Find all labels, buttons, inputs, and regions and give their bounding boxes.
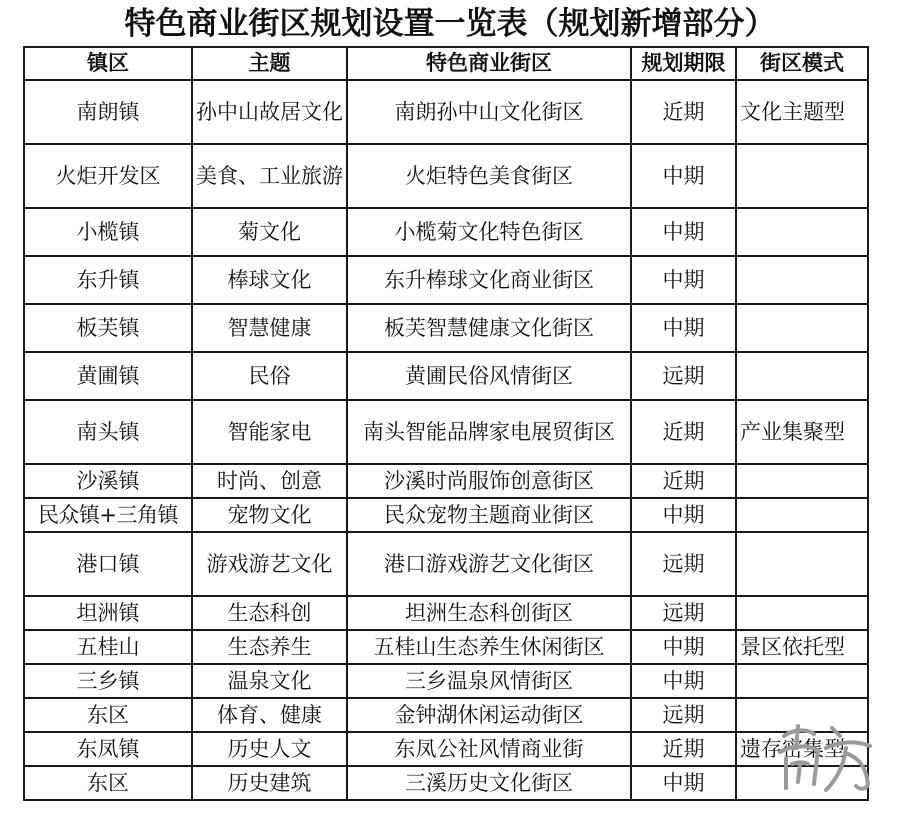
cell-street: 板芙智慧健康文化街区 — [347, 304, 631, 352]
cell-theme: 棒球文化 — [192, 256, 347, 304]
planning-table — [23, 46, 869, 801]
header-row — [24, 47, 868, 80]
cell-mode — [736, 256, 868, 304]
cell-theme: 温泉文化 — [192, 664, 347, 698]
cell-period: 中期 — [631, 664, 736, 698]
cell-period: 远期 — [631, 352, 736, 400]
cell-street: 南头智能品牌家电展贸街区 — [347, 400, 631, 464]
table-row — [24, 596, 868, 630]
cell-mode: 文化主题型 — [736, 80, 868, 144]
cell-mode — [736, 352, 868, 400]
table-row — [24, 732, 868, 766]
cell-town: 沙溪镇 — [24, 464, 192, 498]
cell-mode — [736, 766, 868, 800]
table-row — [24, 80, 868, 144]
cell-theme: 体育、健康 — [192, 698, 347, 732]
cell-mode — [736, 664, 868, 698]
table-row — [24, 144, 868, 208]
header-street: 特色商业街区 — [347, 47, 631, 80]
cell-mode — [736, 498, 868, 532]
cell-mode: 产业集聚型 — [736, 400, 868, 464]
table-row — [24, 464, 868, 498]
cell-town: 五桂山 — [24, 630, 192, 664]
cell-theme: 生态养生 — [192, 630, 347, 664]
cell-street: 五桂山生态养生休闲街区 — [347, 630, 631, 664]
cell-street: 东升棒球文化商业街区 — [347, 256, 631, 304]
cell-town: 民众镇+三角镇 — [24, 498, 192, 532]
table-row — [24, 400, 868, 464]
cell-period: 中期 — [631, 144, 736, 208]
cell-mode — [736, 464, 868, 498]
cell-mode — [736, 698, 868, 732]
cell-street: 三溪历史文化街区 — [347, 766, 631, 800]
cell-period: 近期 — [631, 732, 736, 766]
table-row — [24, 352, 868, 400]
cell-town: 东区 — [24, 766, 192, 800]
cell-period: 中期 — [631, 256, 736, 304]
cell-period: 远期 — [631, 698, 736, 732]
cell-street: 港口游戏游艺文化街区 — [347, 532, 631, 596]
cell-period: 中期 — [631, 766, 736, 800]
cell-mode — [736, 208, 868, 256]
cell-mode: 景区依托型 — [736, 630, 868, 664]
cell-town: 东凤镇 — [24, 732, 192, 766]
cell-theme: 历史人文 — [192, 732, 347, 766]
cell-theme: 美食、工业旅游 — [192, 144, 347, 208]
cell-street: 金钟湖休闲运动街区 — [347, 698, 631, 732]
cell-town: 火炬开发区 — [24, 144, 192, 208]
cell-theme: 宠物文化 — [192, 498, 347, 532]
cell-town: 坦洲镇 — [24, 596, 192, 630]
cell-street: 东凤公社风情商业街 — [347, 732, 631, 766]
table-row — [24, 766, 868, 800]
cell-theme: 时尚、创意 — [192, 464, 347, 498]
cell-theme: 孙中山故居文化 — [192, 80, 347, 144]
cell-town: 小榄镇 — [24, 208, 192, 256]
table-row — [24, 630, 868, 664]
cell-period: 近期 — [631, 400, 736, 464]
cell-town: 东升镇 — [24, 256, 192, 304]
cell-period: 中期 — [631, 498, 736, 532]
cell-mode — [736, 304, 868, 352]
cell-town: 南朗镇 — [24, 80, 192, 144]
cell-street: 民众宠物主题商业街区 — [347, 498, 631, 532]
cell-town: 港口镇 — [24, 532, 192, 596]
cell-mode: 遗存密集型 — [736, 732, 868, 766]
header-mode: 街区模式 — [736, 47, 868, 80]
cell-town: 板芙镇 — [24, 304, 192, 352]
header-theme: 主题 — [192, 47, 347, 80]
cell-period: 中期 — [631, 208, 736, 256]
cell-theme: 智慧健康 — [192, 304, 347, 352]
cell-street: 沙溪时尚服饰创意街区 — [347, 464, 631, 498]
table-row — [24, 698, 868, 732]
cell-town: 南头镇 — [24, 400, 192, 464]
cell-street: 南朗孙中山文化街区 — [347, 80, 631, 144]
cell-theme: 生态科创 — [192, 596, 347, 630]
cell-theme: 游戏游艺文化 — [192, 532, 347, 596]
cell-theme: 智能家电 — [192, 400, 347, 464]
cell-period: 中期 — [631, 630, 736, 664]
header-period: 规划期限 — [631, 47, 736, 80]
table-row — [24, 256, 868, 304]
cell-mode — [736, 532, 868, 596]
cell-period: 远期 — [631, 532, 736, 596]
table-row — [24, 532, 868, 596]
cell-period: 近期 — [631, 80, 736, 144]
cell-theme: 菊文化 — [192, 208, 347, 256]
cell-theme: 民俗 — [192, 352, 347, 400]
cell-street: 三乡温泉风情街区 — [347, 664, 631, 698]
header-town: 镇区 — [24, 47, 192, 80]
cell-mode — [736, 596, 868, 630]
cell-street: 坦洲生态科创街区 — [347, 596, 631, 630]
cell-street: 小榄菊文化特色街区 — [347, 208, 631, 256]
cell-town: 黄圃镇 — [24, 352, 192, 400]
cell-street: 火炬特色美食街区 — [347, 144, 631, 208]
cell-period: 近期 — [631, 464, 736, 498]
table-row — [24, 498, 868, 532]
cell-town: 三乡镇 — [24, 664, 192, 698]
cell-period: 中期 — [631, 304, 736, 352]
cell-theme: 历史建筑 — [192, 766, 347, 800]
table-row — [24, 304, 868, 352]
cell-street: 黄圃民俗风情街区 — [347, 352, 631, 400]
cell-town: 东区 — [24, 698, 192, 732]
table-row — [24, 208, 868, 256]
page-title: 特色商业街区规划设置一览表（规划新增部分） — [124, 6, 776, 42]
cell-mode — [736, 144, 868, 208]
table-row — [24, 664, 868, 698]
cell-period: 远期 — [631, 596, 736, 630]
